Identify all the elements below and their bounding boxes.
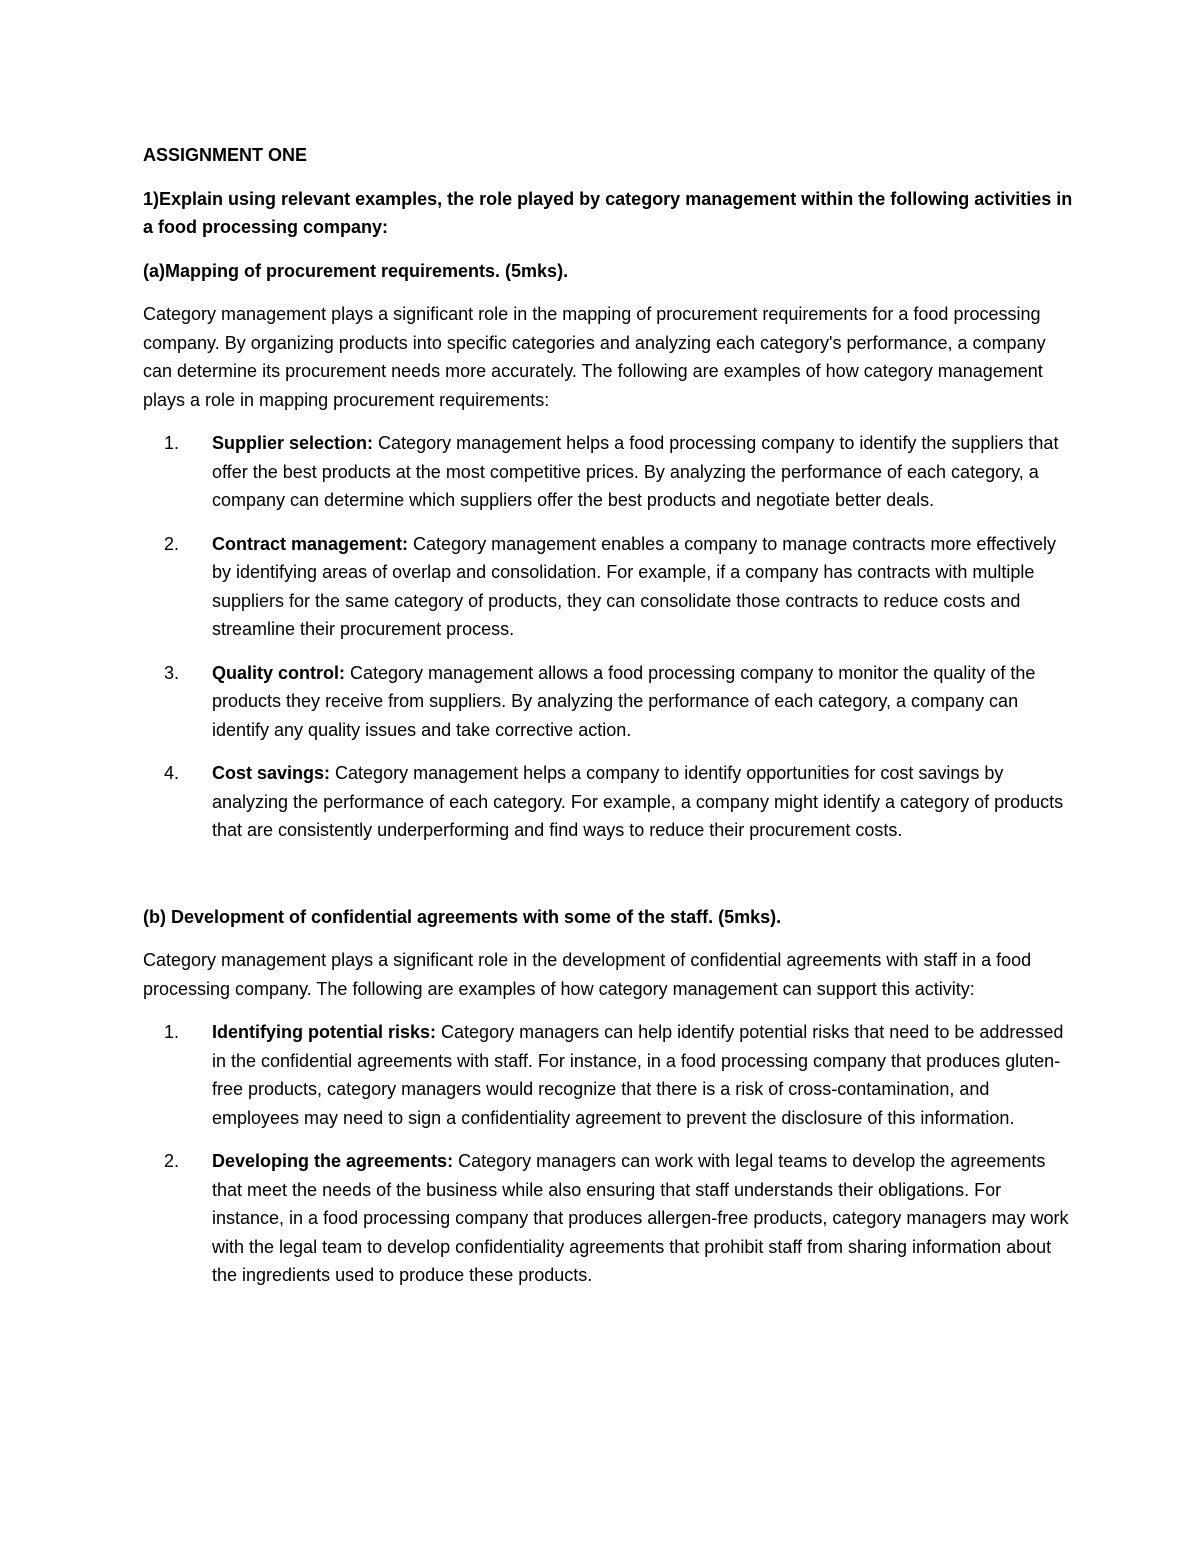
list-item <box>143 530 1073 644</box>
list-item <box>143 1018 1073 1132</box>
list-item-text: Category management allows a food processing company to monitor the quality of the products they receive from suppliers. By analyzing the performance of each category, a company can identify any quality issues and take corrective action. <box>212 662 1036 740</box>
list-item-number: 1. <box>164 433 180 453</box>
list-item-term: Contract management: <box>212 533 409 554</box>
question-text: 1)Explain using relevant examples, the role played by category management within the following activities in a food processing company: <box>143 188 1073 237</box>
list-item-term: Supplier selection: <box>212 433 374 453</box>
list-item-number: 1. <box>164 1022 180 1042</box>
section-b-heading: (b) Development of confidential agreements with some of the staff. (5mks). <box>143 906 782 927</box>
section-b-list <box>143 1018 1073 1290</box>
list-item <box>143 759 1073 845</box>
section-a-list <box>143 429 1073 845</box>
list-item-term: Quality control: <box>212 662 346 683</box>
list-item-text: Category management enables a company to manage contracts more effectively by identifying areas of overlap and consolidation. For example, if a company has contracts with multiple suppliers for the same category of products, they can consolidate those contracts to reduce costs and streamline their procurement process. <box>212 533 1057 639</box>
list-item <box>143 1147 1073 1290</box>
list-item-text: Category management helps a company to identify opportunities for cost savings by analyzing the performance of each category. For example, a company might identify a category of products that are consistently underperforming and find ways to reduce their procurement costs. <box>212 763 1064 840</box>
list-item-number: 2. <box>164 533 180 554</box>
section-spacer <box>143 860 1073 903</box>
list-item-text: Category management helps a food processing company to identify the suppliers that offer the best products at the most competitive prices. By analyzing the performance of each category, a company can determine which suppliers offer the best products and negotiate better deals. <box>212 433 1059 510</box>
document-page <box>143 141 1073 1305</box>
list-item-number: 4. <box>164 763 180 783</box>
list-item-term: Cost savings: <box>212 763 331 783</box>
list-item-number: 2. <box>164 1151 180 1171</box>
list-item-text: Category managers can work with legal teams to develop the agreements that meet the needs of the business while also ensuring that staff understands their obligations. For instance, in a food processing company that produces allergen-free products, category managers may work with the legal team to develop confidentiality agreements that prohibit staff from sharing information about the ingredients used to produce these products. <box>212 1151 1069 1285</box>
list-item-text: Category managers can help identify potential risks that need to be addressed in the confidential agreements with staff. For instance, in a food processing company that produces gluten-free products, category managers would recognize that there is a risk of cross-contamination, and employees may need to sign a confidentiality agreement to prevent the disclosure of this information. <box>212 1022 1064 1128</box>
document-title: ASSIGNMENT ONE <box>143 145 308 165</box>
section-a-heading: (a)Mapping of procurement requirements. (5mks). <box>143 260 569 281</box>
list-item-term: Identifying potential risks: <box>212 1022 437 1042</box>
list-item <box>143 659 1073 745</box>
list-item <box>143 429 1073 515</box>
section-a-intro: Category management plays a significant role in the mapping of procurement requirements for a food processing company. By organizing products into specific categories and analyzing each category's performance, a company can determine its procurement needs more accurately. The following are examples of how category management plays a role in mapping procurement requirements: <box>143 304 1046 410</box>
list-item-number: 3. <box>164 662 180 683</box>
list-item-term: Developing the agreements: <box>212 1151 454 1171</box>
section-b-intro: Category management plays a significant role in the development of confidential agreements with staff in a food processing company. The following are examples of how category management can support this activity: <box>143 950 1032 999</box>
